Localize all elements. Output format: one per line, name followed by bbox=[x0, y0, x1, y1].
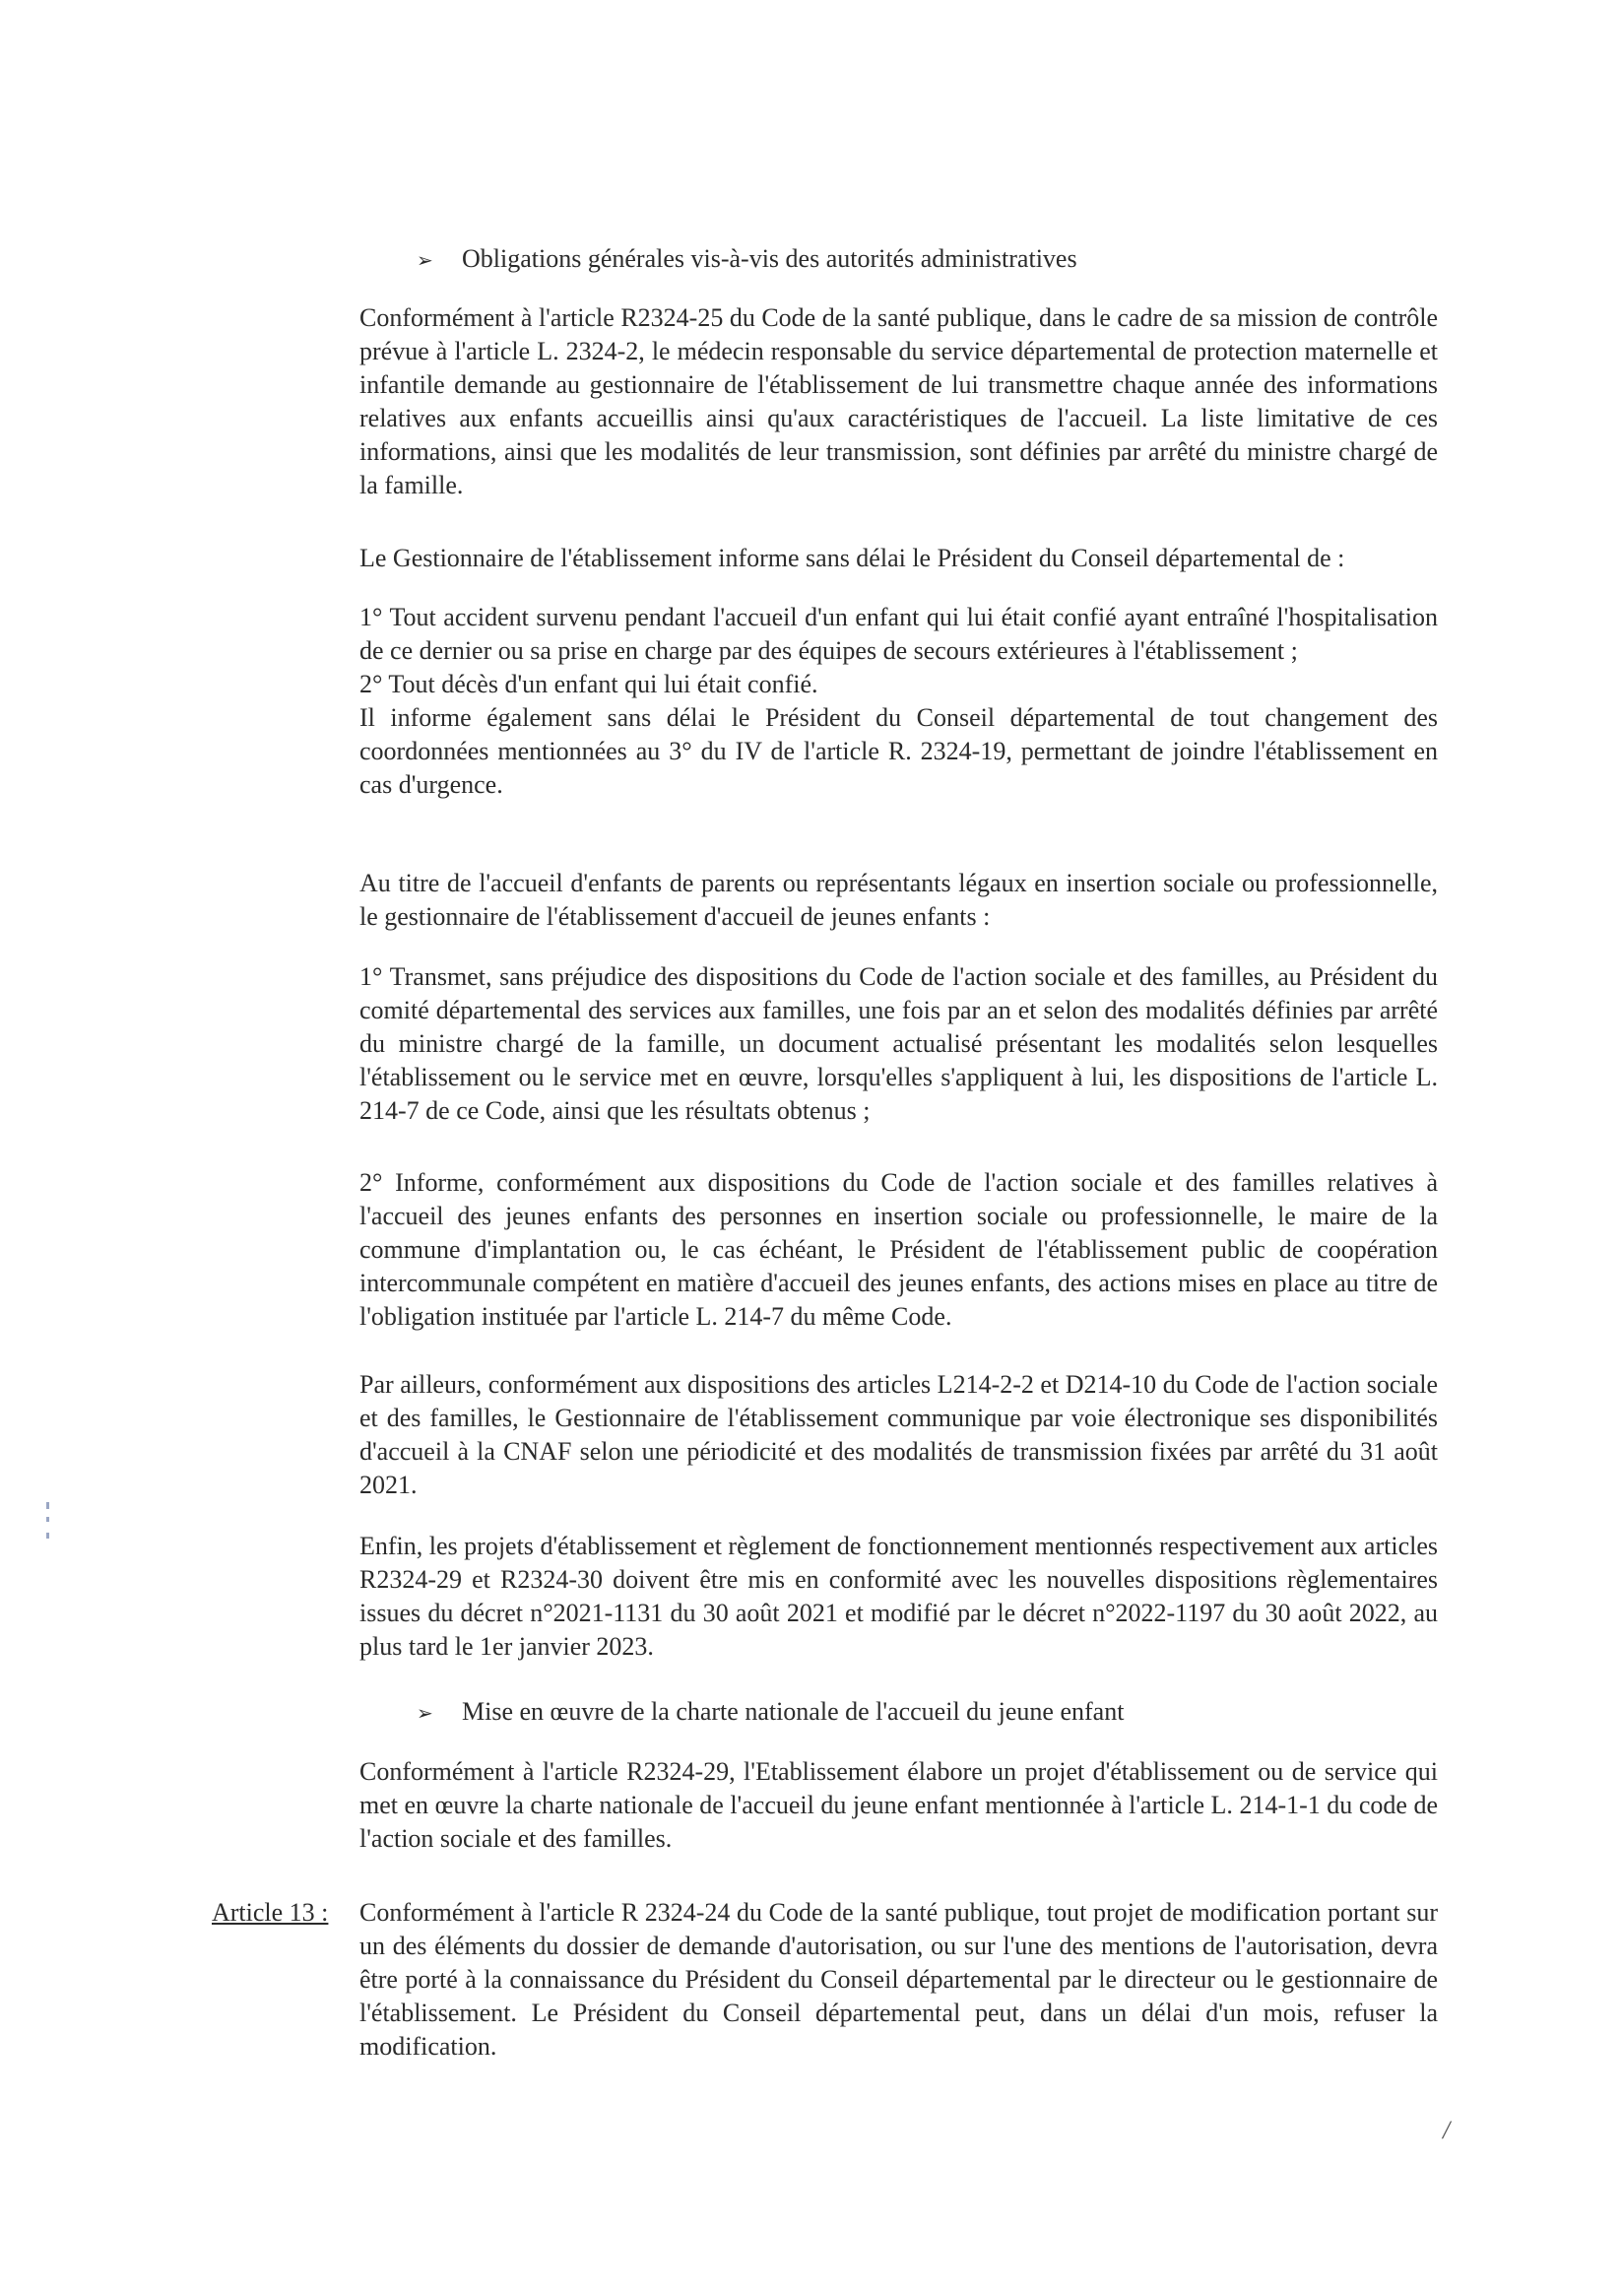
section-heading-text: Obligations générales vis-à-vis des autorités administratives bbox=[462, 244, 1077, 273]
section-heading-obligations bbox=[417, 242, 1077, 277]
article-13-text: Conformément à l'article R 2324-24 du Code de la santé publique, tout projet de modification portant sur un des éléments du dossier de demande d'autorisation, ou sur l'une des mentions de l'autorisation, devra être porté à la connaissance du Président du Conseil départemental par le directeur ou le gestionnaire de l'établissement. Le Président du Conseil départemental peut, dans un délai d'un mois, refuser la modification. bbox=[359, 1898, 1438, 2061]
paragraph-coordonnees: Il informe également sans délai le Président du Conseil départemental de tout changement des coordonnées mentionnées au 3° du IV de l'article R. 2324-19, permettant de joindre l'établissement en cas d'urgence. bbox=[359, 703, 1438, 799]
page-mark: / bbox=[1443, 2116, 1451, 2144]
section-heading-text: Mise en œuvre de la charte nationale de l'accueil du jeune enfant bbox=[462, 1697, 1125, 1726]
list-item-transmet: 1° Transmet, sans préjudice des dispositions du Code de l'action sociale et des familles, au Président du comité départemental des services aux familles, une fois par an et selon des modalités définies par arrêté du ministre chargé de la famille, un document actualisé présentant les modalités selon lesquelles l'établissement ou le service met en œuvre, lorsqu'elles s'appliquent à lui, les dispositions de l'article L. 214-7 de ce Code, ainsi que les résultats obtenus ; bbox=[359, 962, 1438, 1125]
paragraph-informe: Le Gestionnaire de l'établissement informe sans délai le Président du Conseil départemental de : bbox=[359, 544, 1345, 572]
article-13-label: Article 13 : bbox=[212, 1898, 329, 1927]
paragraph-transmission: Conformément à l'article R2324-25 du Code de la santé publique, dans le cadre de sa mission de contrôle prévue à l'article L. 2324-2, le médecin responsable du service départemental de protection maternelle et infantile demande au gestionnaire de l'établissement de lui transmettre chaque année des informations relatives aux enfants accueillis ainsi qu'aux caractéristiques de l'accueil. La liste limitative de ces informations, ainsi que les modalités de leur transmission, sont définies par arrêté du ministre chargé de la famille. bbox=[359, 303, 1438, 499]
paragraph-insertion: Au titre de l'accueil d'enfants de parents ou représentants légaux en insertion sociale ou professionnelle, le gestionnaire de l'établissement d'accueil de jeunes enfants : bbox=[359, 869, 1438, 931]
section-heading-charte bbox=[417, 1695, 1124, 1730]
list-item-accident: 1° Tout accident survenu pendant l'accueil d'un enfant qui lui était confié ayant entraîné l'hospitalisation de ce dernier ou sa prise en charge par des équipes de secours extérieures à l'établissement ; bbox=[359, 603, 1438, 665]
arrow-bullet-icon: ➢ bbox=[417, 248, 433, 272]
paragraph-conformite: Enfin, les projets d'établissement et règlement de fonctionnement mentionnés respectivement aux articles R2324-29 et R2324-30 doivent être mis en conformité avec les nouvelles dispositions règlementaires issues du décret n°2021-1131 du 30 août 2021 et modifié par le décret n°2022-1197 du 30 août 2022, au plus tard le 1er janvier 2023. bbox=[359, 1532, 1438, 1661]
list-item-deces: 2° Tout décès d'un enfant qui lui était confié. bbox=[359, 670, 818, 698]
paragraph-accidents bbox=[359, 601, 1438, 802]
scan-speck bbox=[46, 1502, 49, 1509]
scan-speck bbox=[46, 1517, 49, 1522]
paragraph-cnaf: Par ailleurs, conformément aux dispositions des articles L214-2-2 et D214-10 du Code de l'action sociale et des familles, le Gestionnaire de l'établissement communique par voie électronique ses disponibilités d'accueil à la CNAF selon une périodicité et des modalités de transmission fixées par arrêté du 31 août 2021. bbox=[359, 1370, 1438, 1499]
paragraph-charte: Conformément à l'article R2324-29, l'Etablissement élabore un projet d'établissement ou de service qui met en œuvre la charte nationale de l'accueil du jeune enfant mentionnée à l'article L. 214-1-1 du code de l'action sociale et des familles. bbox=[359, 1757, 1438, 1853]
arrow-bullet-icon: ➢ bbox=[417, 1701, 433, 1725]
list-item-informe-maire: 2° Informe, conformément aux dispositions du Code de l'action sociale et des familles relatives à l'accueil des jeunes enfants des personnes en insertion sociale ou professionnelle, le maire de la commune d'implantation ou, le cas échéant, le Président de l'établissement public de coopération intercommunale compétent en matière d'accueil des jeunes enfants, des actions mises en place au titre de l'obligation instituée par l'article L. 214-7 du même Code. bbox=[359, 1168, 1438, 1331]
scan-speck bbox=[46, 1533, 49, 1539]
